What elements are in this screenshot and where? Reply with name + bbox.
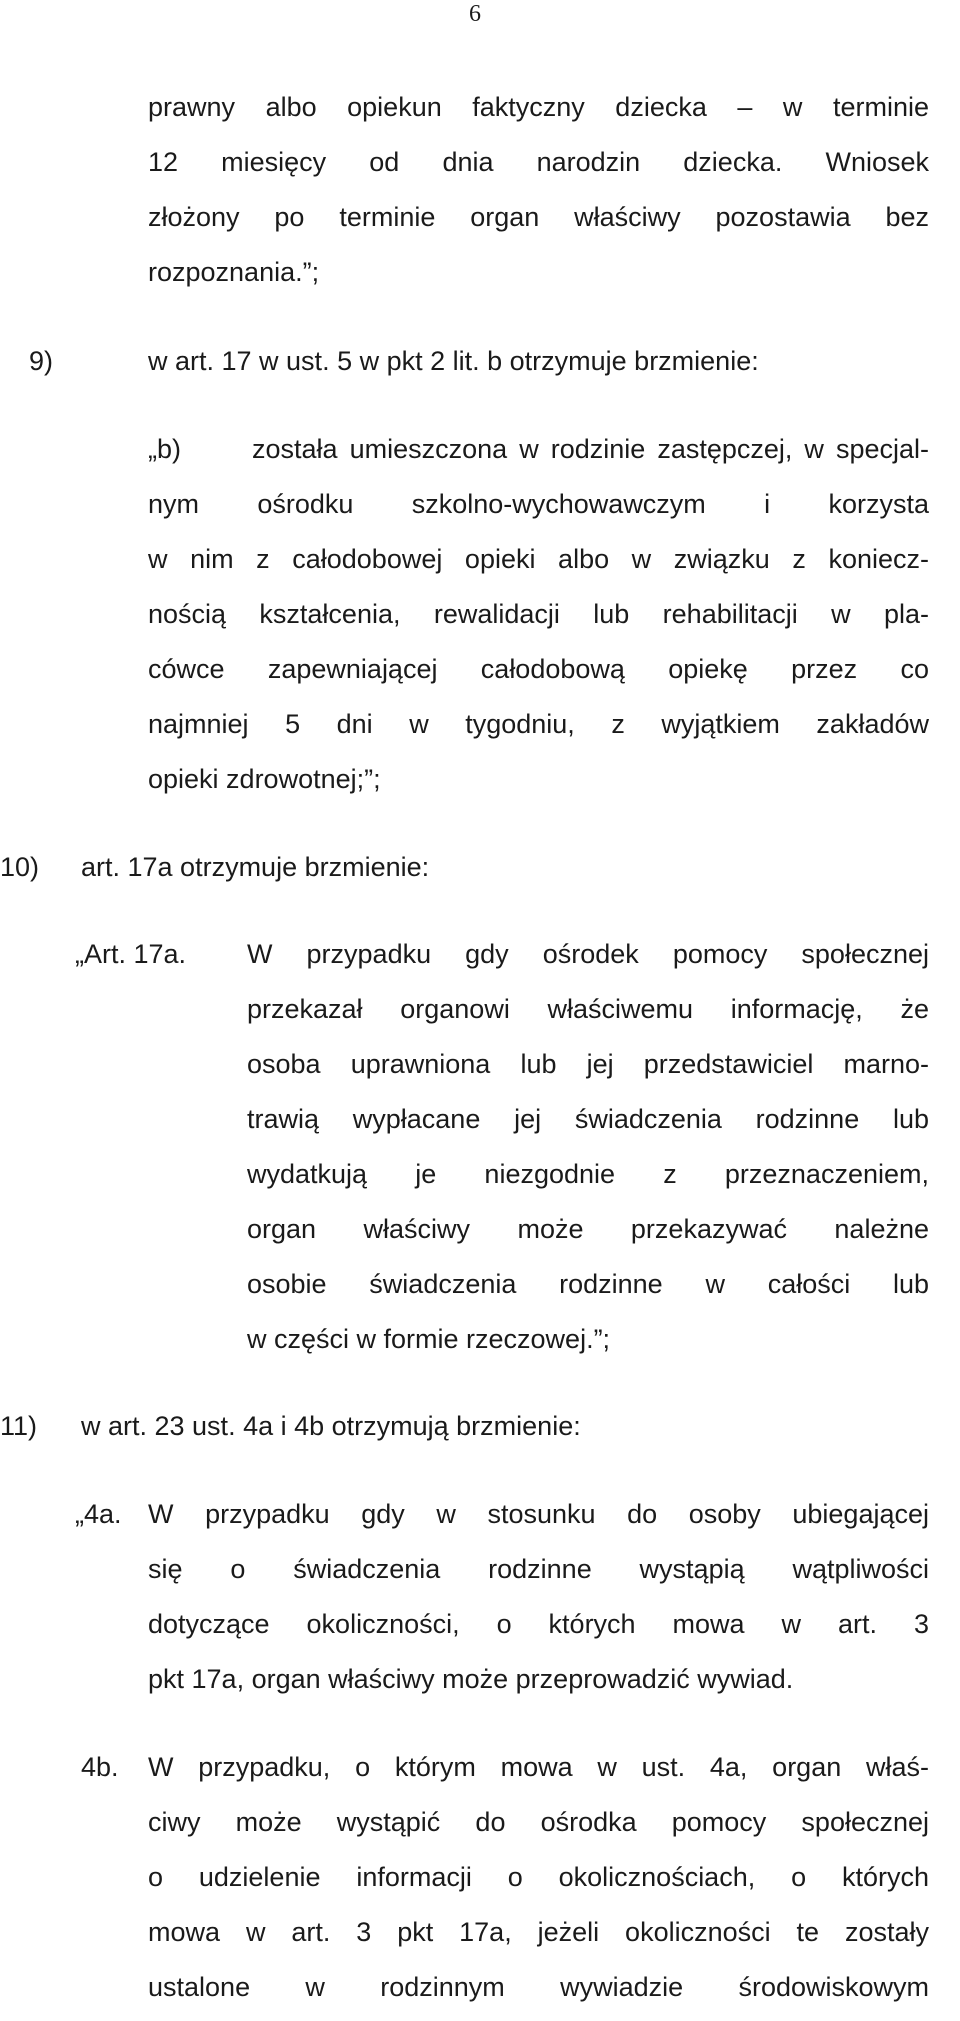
- item-label: 10): [0, 852, 40, 882]
- text-line: w nim z całodobowej opieki albo w związku z koniecz-: [148, 544, 929, 574]
- text-line: najmniej 5 dni w tygodniu, z wyjątkiem zakładów: [148, 709, 929, 739]
- text-line: organ właściwy może przekazywać należne: [247, 1214, 929, 1244]
- item-text: w art. 23 ust. 4a i 4b otrzymują brzmienie:: [81, 1411, 581, 1441]
- text-line: 12 miesięcy od dnia narodzin dziecka. Wniosek: [148, 147, 929, 177]
- text-line: W przypadku gdy w stosunku do osoby ubiegającej: [148, 1499, 929, 1529]
- text-line: się o świadczenia rodzinne wystąpią wątpliwości: [148, 1554, 929, 1584]
- text-line: ciwy może wystąpić do ośrodka pomocy społecznej: [148, 1807, 929, 1837]
- text-line: dotyczące okoliczności, o których mowa w art. 3: [148, 1609, 929, 1639]
- paragraph-label-4b: 4b.: [81, 1752, 119, 1782]
- paragraph-label-4a: „4a.: [75, 1499, 122, 1529]
- text-line: W przypadku, o którym mowa w ust. 4a, organ właś-: [148, 1752, 929, 1782]
- sub-item-label: „b): [148, 434, 181, 464]
- item-text: art. 17a otrzymuje brzmienie:: [81, 852, 430, 882]
- text-line: mowa w art. 3 pkt 17a, jeżeli okoliczności te zostały: [148, 1917, 929, 1947]
- text-line: wydatkują je niezgodnie z przeznaczeniem,: [247, 1159, 929, 1189]
- page-number: 6: [469, 1, 481, 27]
- text-line: o udzielenie informacji o okolicznościach, o których: [148, 1862, 929, 1892]
- text-line: rozpoznania.”;: [148, 257, 320, 287]
- text-line: została umieszczona w rodzinie zastępczej, w specjal-: [252, 434, 929, 464]
- article-label: „Art. 17a.: [75, 939, 187, 969]
- item-label: 11): [0, 1411, 38, 1441]
- text-line: złożony po terminie organ właściwy pozostawia bez: [148, 202, 929, 232]
- text-line: trawią wypłacane jej świadczenia rodzinne lub: [247, 1104, 929, 1134]
- text-line: pkt 17a, organ właściwy może przeprowadzić wywiad.: [148, 1664, 794, 1694]
- text-line: osobie świadczenia rodzinne w całości lub: [247, 1269, 929, 1299]
- text-line: ustalone w rodzinnym wywiadzie środowiskowym: [148, 1972, 929, 2002]
- text-line: prawny albo opiekun faktyczny dziecka – w terminie: [148, 92, 929, 122]
- text-line: nym ośrodku szkolno-wychowawczym i korzysta: [148, 489, 929, 519]
- text-line: przekazał organowi właściwemu informację, że: [247, 994, 929, 1024]
- text-line: osoba uprawniona lub jej przedstawiciel marno-: [247, 1049, 929, 1079]
- text-line: cówce zapewniającej całodobową opiekę przez co: [148, 654, 929, 684]
- text-line: opieki zdrowotnej;”;: [148, 764, 381, 794]
- item-label: 9): [29, 346, 54, 376]
- text-line: nością kształcenia, rewalidacji lub rehabilitacji w pla-: [148, 599, 929, 629]
- text-line: w części w formie rzeczowej.”;: [247, 1324, 611, 1354]
- item-text: w art. 17 w ust. 5 w pkt 2 lit. b otrzymuje brzmienie:: [148, 346, 759, 376]
- text-line: W przypadku gdy ośrodek pomocy społecznej: [247, 939, 929, 969]
